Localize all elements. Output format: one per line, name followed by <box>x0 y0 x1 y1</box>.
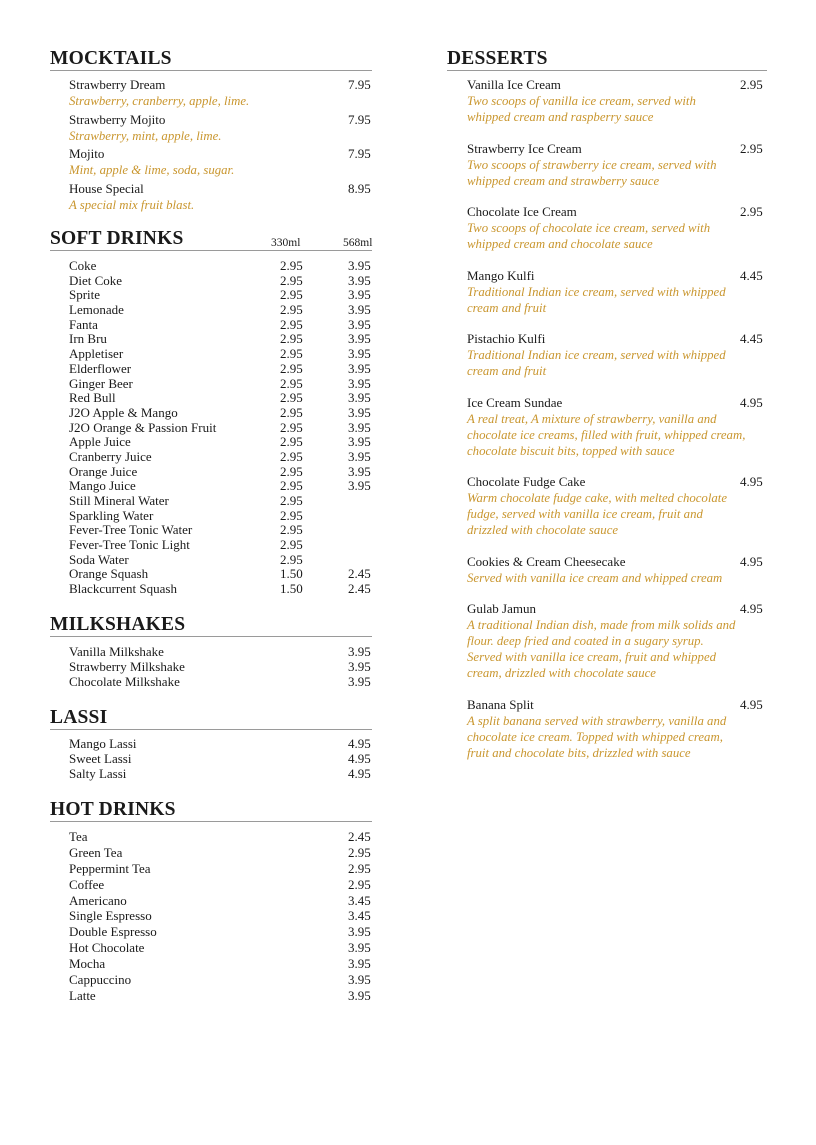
item-price-568ml: 3.95 <box>348 272 371 288</box>
menu-item <box>69 538 372 553</box>
item-price: 7.95 <box>348 77 371 92</box>
menu-item <box>69 509 372 524</box>
menu-item <box>69 940 372 956</box>
item-price: 3.95 <box>348 987 371 1003</box>
item-name: Double Espresso <box>69 924 157 940</box>
menu-item <box>69 660 372 675</box>
item-price-330ml: 2.95 <box>280 493 303 508</box>
item-price: 4.95 <box>740 474 763 489</box>
item-name: Americano <box>69 892 127 908</box>
item-description-line: Served with vanilla ice cream, fruit and whipped <box>467 650 717 664</box>
menu-item <box>69 450 372 465</box>
item-name: Mango Juice <box>69 478 136 494</box>
item-description-line: Served with vanilla ice cream and whipped cream <box>467 570 723 585</box>
size-label-small: 330ml <box>271 237 301 249</box>
menu-item <box>467 141 767 189</box>
desserts-header <box>447 48 767 71</box>
item-name: Fanta <box>69 316 98 332</box>
desserts-section <box>447 48 767 776</box>
item-price-330ml: 2.95 <box>280 507 303 523</box>
menu-item <box>69 259 372 274</box>
item-price-568ml: 3.95 <box>348 434 371 450</box>
item-name: Strawberry Ice Cream <box>467 140 582 156</box>
item-price: 3.95 <box>348 940 371 956</box>
menu-item <box>69 861 372 877</box>
item-description-line: flour. deep fried and coated in a sugary syrup. <box>467 634 704 648</box>
item-name: Mango Kulfi <box>467 267 535 283</box>
menu-item <box>467 601 767 681</box>
item-price: 2.95 <box>740 77 763 92</box>
mocktails-list <box>50 77 372 215</box>
menu-item <box>467 204 767 252</box>
menu-item <box>69 567 372 582</box>
item-name: Cranberry Juice <box>69 448 152 464</box>
menu-item <box>69 435 372 450</box>
item-price-330ml: 2.95 <box>280 331 303 347</box>
item-description-line: drizzled with chocolate sauce <box>467 523 619 537</box>
item-price: 2.95 <box>740 204 763 219</box>
item-price-568ml: 3.95 <box>348 463 371 479</box>
menu-item <box>69 362 372 377</box>
item-name: Strawberry Mojito <box>69 111 166 127</box>
item-description-line: whipped cream and raspberry sauce <box>467 110 654 124</box>
item-price: 2.95 <box>348 876 371 892</box>
item-description-line: fruit and chocolate bits, drizzled with sauce <box>467 745 691 760</box>
milkshakes-section <box>50 614 372 690</box>
item-price-330ml: 1.50 <box>280 581 303 597</box>
section-title: DESSERTS <box>447 48 548 69</box>
item-name: Green Tea <box>69 844 123 860</box>
item-name: Still Mineral Water <box>69 493 169 508</box>
item-name: Single Espresso <box>69 908 152 924</box>
menu-item <box>69 675 372 690</box>
item-description-line: whipped cream and chocolate sauce <box>467 237 653 251</box>
item-price-568ml: 3.95 <box>348 404 371 420</box>
item-price-330ml: 2.95 <box>280 404 303 420</box>
item-name: Pistachio Kulfi <box>467 331 546 346</box>
item-price: 3.95 <box>348 673 371 689</box>
item-name: Gulab Jamun <box>467 601 536 616</box>
item-price-330ml: 2.95 <box>280 375 303 391</box>
item-price-330ml: 2.95 <box>280 463 303 479</box>
item-price: 2.95 <box>348 860 371 876</box>
menu-item <box>69 479 372 494</box>
menu-item <box>467 395 767 459</box>
menu-item <box>69 494 372 509</box>
item-price-330ml: 2.95 <box>280 522 303 538</box>
menu-item <box>69 77 372 112</box>
item-price: 3.95 <box>348 658 371 674</box>
item-price: 4.95 <box>348 750 371 766</box>
item-name: Elderflower <box>69 360 132 376</box>
item-name: Peppermint Tea <box>69 860 151 876</box>
item-price: 2.95 <box>348 844 371 860</box>
item-description-line: Warm chocolate fudge cake, with melted chocolate <box>467 491 728 505</box>
item-price-330ml: 2.95 <box>280 316 303 332</box>
soft-drinks-list <box>50 259 372 597</box>
item-price: 4.95 <box>740 394 763 410</box>
item-price-568ml: 3.95 <box>348 287 371 303</box>
item-description: Strawberry, cranberry, apple, lime. <box>69 94 250 108</box>
menu-item <box>69 645 372 660</box>
item-price-568ml: 3.95 <box>348 478 371 494</box>
item-price: 4.95 <box>740 696 763 712</box>
item-name: Hot Chocolate <box>69 940 145 956</box>
mocktails-section <box>50 48 372 215</box>
item-description: A special mix fruit blast. <box>69 197 195 212</box>
item-name: Fever-Tree Tonic Water <box>69 522 193 538</box>
hot-drinks-header <box>50 799 372 822</box>
menu-item <box>69 465 372 480</box>
lassi-list <box>50 737 372 782</box>
menu-item <box>69 347 372 362</box>
item-name: Mocha <box>69 956 106 972</box>
item-name: Orange Squash <box>69 566 149 582</box>
item-name: Appletiser <box>69 346 124 362</box>
item-price: 4.95 <box>740 553 763 569</box>
mocktails-header <box>50 48 372 71</box>
item-price-330ml: 2.95 <box>280 272 303 288</box>
menu-item <box>467 554 767 586</box>
item-price: 4.45 <box>740 267 763 283</box>
item-price-330ml: 2.95 <box>280 258 303 273</box>
item-description-line: chocolate ice creams, filled with fruit, whipped cream, <box>467 427 746 442</box>
item-name: Diet Coke <box>69 272 123 288</box>
item-description-line: Traditional Indian ice cream, served with whipped <box>467 284 726 299</box>
hot-drinks-section <box>50 799 372 1004</box>
item-name: Latte <box>69 987 96 1003</box>
section-title: MILKSHAKES <box>50 614 186 635</box>
menu-item <box>69 421 372 436</box>
item-price-330ml: 2.95 <box>280 478 303 494</box>
item-name: Vanilla Ice Cream <box>467 77 561 92</box>
item-price-330ml: 1.50 <box>280 566 303 582</box>
item-name: Sparkling Water <box>69 507 154 523</box>
soft-drinks-header <box>50 228 372 251</box>
item-name: Sprite <box>69 287 101 303</box>
menu-item <box>69 737 372 752</box>
menu-item <box>69 553 372 568</box>
item-price: 4.45 <box>740 331 763 346</box>
lassi-header <box>50 707 372 730</box>
item-price-568ml: 2.45 <box>348 581 371 597</box>
milkshakes-list <box>50 645 372 690</box>
item-name: Chocolate Ice Cream <box>467 204 577 219</box>
item-description-line: Two scoops of strawberry ice cream, served with <box>467 157 717 172</box>
item-price-568ml: 3.95 <box>348 419 371 435</box>
menu-item <box>69 391 372 406</box>
lassi-section <box>50 707 372 782</box>
item-price: 3.45 <box>348 908 371 924</box>
section-title: LASSI <box>50 707 108 728</box>
item-name: Ice Cream Sundae <box>467 394 563 410</box>
item-price-568ml: 2.45 <box>348 566 371 582</box>
item-description-line: chocolate biscuit bits, topped with sauce <box>467 443 675 458</box>
item-price: 4.95 <box>348 736 371 751</box>
menu-item <box>467 77 767 125</box>
milkshakes-header <box>50 614 372 637</box>
menu-item <box>69 377 372 392</box>
item-name: Salty Lassi <box>69 765 127 781</box>
item-name: Banana Split <box>467 696 534 712</box>
item-price-568ml: 3.95 <box>348 258 371 273</box>
item-name: House Special <box>69 180 144 196</box>
item-price: 7.95 <box>348 111 371 127</box>
item-price-330ml: 2.95 <box>280 302 303 318</box>
menu-item <box>69 829 372 845</box>
item-name: Chocolate Milkshake <box>69 673 180 689</box>
menu-item <box>69 845 372 861</box>
item-name: Sweet Lassi <box>69 750 132 766</box>
item-price: 3.95 <box>348 956 371 972</box>
item-price: 3.45 <box>348 892 371 908</box>
item-price-568ml: 3.95 <box>348 346 371 362</box>
item-price-568ml: 3.95 <box>348 302 371 318</box>
item-price: 8.95 <box>348 180 371 196</box>
section-title: HOT DRINKS <box>50 799 176 820</box>
item-description-line: fudge, served with vanilla ice cream, fruit and <box>467 507 703 521</box>
item-price-330ml: 2.95 <box>280 434 303 450</box>
item-name: Cappuccino <box>69 972 132 988</box>
menu-item <box>69 956 372 972</box>
menu-item <box>69 406 372 421</box>
item-price: 3.95 <box>348 924 371 940</box>
item-price-330ml: 2.95 <box>280 360 303 376</box>
item-price-330ml: 2.95 <box>280 346 303 362</box>
item-name: Tea <box>69 829 88 844</box>
menu-item <box>69 274 372 289</box>
item-description-line: whipped cream and strawberry sauce <box>467 173 660 188</box>
item-price-330ml: 2.95 <box>280 390 303 406</box>
item-description: Strawberry, mint, apple, lime. <box>69 128 222 143</box>
item-description-line: A traditional Indian dish, made from milk solids and <box>467 618 736 632</box>
menu-item <box>69 988 372 1004</box>
item-name: Mango Lassi <box>69 736 137 751</box>
section-title: SOFT DRINKS <box>50 228 184 249</box>
item-name: Chocolate Fudge Cake <box>467 474 586 489</box>
item-price-330ml: 2.95 <box>280 537 303 553</box>
item-name: J2O Apple & Mango <box>69 404 178 420</box>
item-price-568ml: 3.95 <box>348 390 371 406</box>
item-price: 2.95 <box>740 140 763 156</box>
menu-item <box>69 288 372 303</box>
menu-item <box>69 893 372 909</box>
item-description-line: A split banana served with strawberry, vanilla and <box>467 713 727 728</box>
item-price-568ml: 3.95 <box>348 331 371 347</box>
menu-item <box>69 523 372 538</box>
menu-item <box>467 474 767 538</box>
item-price: 4.95 <box>348 765 371 781</box>
item-price: 2.45 <box>348 829 371 844</box>
item-price: 3.95 <box>348 972 371 988</box>
item-price-330ml: 2.95 <box>280 419 303 435</box>
item-name: Fever-Tree Tonic Light <box>69 537 190 553</box>
menu-item <box>69 318 372 333</box>
item-description-line: Two scoops of chocolate ice cream, served with <box>467 221 711 235</box>
item-name: Ginger Beer <box>69 375 133 391</box>
item-name: Mojito <box>69 146 105 162</box>
menu-item <box>69 112 372 147</box>
menu-item <box>69 146 372 181</box>
item-price-568ml: 3.95 <box>348 375 371 391</box>
menu-item <box>467 331 767 379</box>
size-label-large: 568ml <box>343 237 373 249</box>
item-name: Lemonade <box>69 302 124 318</box>
item-price: 3.95 <box>348 644 371 659</box>
item-name: J2O Orange & Passion Fruit <box>69 419 217 435</box>
item-price-568ml: 3.95 <box>348 316 371 332</box>
item-price-330ml: 2.95 <box>280 551 303 567</box>
item-price-330ml: 2.95 <box>280 448 303 464</box>
item-description-line: Traditional Indian ice cream, served with whipped <box>467 348 726 362</box>
item-name: Coke <box>69 258 97 273</box>
item-description-line: chocolate ice cream. Topped with whipped cream, <box>467 729 723 744</box>
item-name: Blackcurrent Squash <box>69 581 177 597</box>
item-name: Soda Water <box>69 551 129 567</box>
menu-item <box>467 697 767 761</box>
item-name: Orange Juice <box>69 463 138 479</box>
item-description-line: cream, drizzled with chocolate sauce <box>467 666 656 680</box>
menu-item <box>69 752 372 767</box>
menu-item <box>69 924 372 940</box>
menu-item <box>467 268 767 316</box>
desserts-list <box>447 77 767 761</box>
item-description-line: cream and fruit <box>467 364 547 378</box>
menu-item <box>69 972 372 988</box>
menu-item <box>69 767 372 782</box>
item-description-line: Two scoops of vanilla ice cream, served with <box>467 94 696 108</box>
menu-item <box>69 332 372 347</box>
menu-item <box>69 582 372 597</box>
item-price-568ml: 3.95 <box>348 448 371 464</box>
hot-drinks-list <box>50 829 372 1004</box>
section-title: MOCKTAILS <box>50 48 172 69</box>
item-name: Strawberry Milkshake <box>69 658 185 674</box>
menu-item <box>69 303 372 318</box>
item-name: Coffee <box>69 876 105 892</box>
menu-item <box>69 877 372 893</box>
menu-item <box>69 181 372 216</box>
item-description-line: A real treat, A mixture of strawberry, vanilla and <box>467 411 717 426</box>
item-name: Irn Bru <box>69 331 107 347</box>
item-price: 7.95 <box>348 146 371 162</box>
item-name: Apple Juice <box>69 434 131 450</box>
soft-drinks-section <box>50 228 372 597</box>
item-description: Mint, apple & lime, soda, sugar. <box>69 163 235 178</box>
item-name: Strawberry Dream <box>69 77 166 92</box>
item-price-568ml: 3.95 <box>348 360 371 376</box>
item-price-330ml: 2.95 <box>280 287 303 303</box>
menu-item <box>69 908 372 924</box>
item-price: 4.95 <box>740 601 763 616</box>
item-name: Red Bull <box>69 390 116 406</box>
item-name: Cookies & Cream Cheesecake <box>467 553 626 569</box>
item-description-line: cream and fruit <box>467 300 547 315</box>
item-name: Vanilla Milkshake <box>69 644 164 659</box>
